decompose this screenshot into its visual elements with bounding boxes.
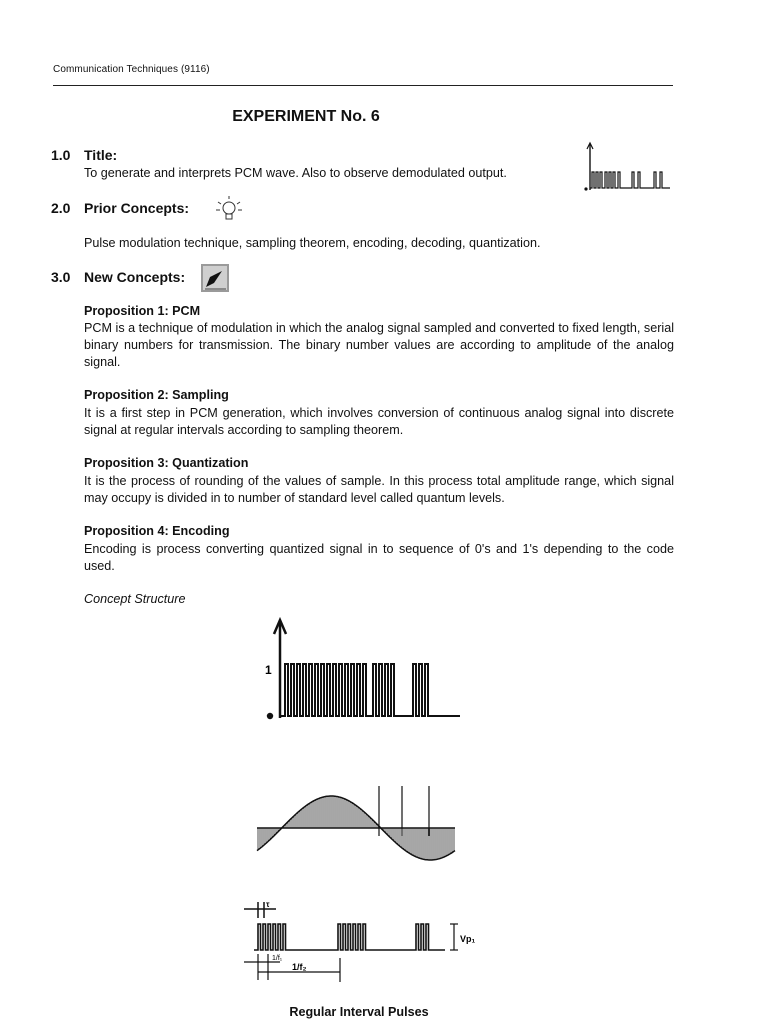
lightbulb-icon [214, 195, 244, 225]
section-2-text: Pulse modulation technique, sampling theorem, encoding, decoding, quantization. [84, 236, 541, 250]
section-1-text: To generate and interprets PCM wave. Also to observe demodulated output. [84, 166, 507, 180]
proposition-3-heading: Proposition 3: Quantization [84, 456, 249, 470]
header-divider [53, 85, 673, 86]
origin-dot [267, 713, 273, 719]
interval-pulses [254, 924, 445, 950]
section-3-heading: New Concepts: [84, 269, 186, 285]
experiment-title: EXPERIMENT No. 6 [232, 108, 380, 125]
tau-label: τ [266, 900, 270, 909]
course-header: Communication Techniques (9116) [53, 64, 210, 75]
level-one-label: 1 [265, 663, 272, 677]
section-2-heading: Prior Concepts: [84, 200, 190, 216]
pcm-pulses [280, 664, 460, 716]
pcm-pulse-train-figure [255, 612, 465, 732]
proposition-3-text: It is the process of rounding of the values of sample. In this process total amplitude range, which signal may occupy is divided in to number of standard level called quantum levels. [84, 474, 674, 505]
inv-f1-label: 1/f₁ [272, 955, 283, 962]
section-1-heading: Title: [84, 147, 118, 163]
inv-f2-label: 1/f₂ [292, 962, 307, 972]
sampled-signal-figure [255, 756, 460, 872]
figure-caption: Regular Interval Pulses [289, 1005, 429, 1019]
concept-structure-label: Concept Structure [84, 592, 186, 606]
proposition-2-text: It is a first step in PCM generation, which involves conversion of continuous analog signal into discrete signal at regular intervals according to sampling theorem. [84, 406, 674, 437]
proposition-2-heading: Proposition 2: Sampling [84, 388, 229, 402]
pen-writing-icon [200, 263, 230, 293]
section-2-number: 2.0 [51, 200, 71, 216]
proposition-1-text: PCM is a technique of modulation in which the analog signal sampled and converted to fixed length, serial binary numbers for transmission. The binary number values are according to amplitude of the analog signal. [84, 321, 674, 369]
proposition-1-heading: Proposition 1: PCM [84, 304, 201, 318]
regular-interval-pulses-figure [240, 896, 500, 988]
vp1-label: Vp₁ [460, 934, 476, 944]
proposition-4-heading: Proposition 4: Encoding [84, 524, 230, 538]
pulse-train-thumbnail [580, 140, 672, 194]
section-3-number: 3.0 [51, 269, 71, 285]
section-1-number: 1.0 [51, 147, 71, 163]
proposition-4-text: Encoding is process converting quantized signal in to sequence of 0's and 1's depending to the code used. [84, 542, 674, 573]
